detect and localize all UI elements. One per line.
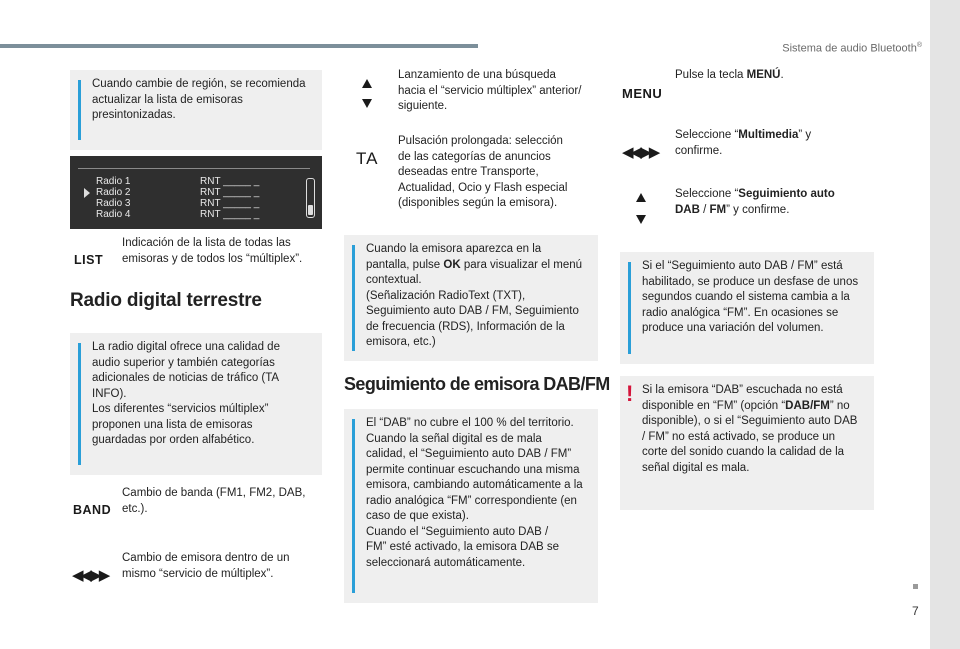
list-item-info: RNT _____ _ xyxy=(200,198,260,209)
note-follow: El “DAB” no cubre el 100 % del territorio. Cuando la señal digital es de mala calidad, el “Seguimiento auto DAB / FM” permite continuar escuchando una misma emisora, cambiando automáticamente a la radio analógica “FM” correspondiente (en caso de que exista). Cuando el “Seguimiento auto DAB / FM” esté activado, la emisora DAB se seleccionará automáticamente. xyxy=(344,409,598,603)
note-warning: ! Si la emisora “DAB” escuchada no está disponible en “FM” (opción “DAB/FM” no disponible), o si el “Seguimiento auto DAB / FM” no está activado, se produce un corte del sonido cuando la calidad de la señal digital es mala. xyxy=(620,376,874,510)
multimedia-description: Seleccione “Multimedia” y confirme. xyxy=(675,129,812,157)
warning-icon: ! xyxy=(626,381,634,406)
info-bar-icon xyxy=(78,80,81,140)
seek-description: Cambio de emisora dentro de un mismo “servicio de múltiplex”. xyxy=(122,552,290,580)
list-item: Radio 2 xyxy=(96,187,131,198)
menu-key-icon: MENU xyxy=(622,86,663,101)
header-rule xyxy=(0,44,478,48)
updown-description: Lanzamiento de una búsqueda hacia el “servicio múltiplex” anterior/ siguiente. xyxy=(398,69,582,112)
side-strip xyxy=(930,0,960,649)
arrow-down-icon xyxy=(362,99,372,108)
info-bar-icon xyxy=(352,419,355,593)
section-heading-dab: Radio digital terrestre xyxy=(70,290,262,311)
ta-key-icon: TA xyxy=(356,149,379,168)
page-marker xyxy=(913,584,918,589)
section-heading-follow: Seguimiento de emisora DAB/FM xyxy=(344,374,610,394)
info-bar-icon xyxy=(628,262,631,354)
seek-arrows-icon: ◀◀ ▶▶ xyxy=(622,144,658,161)
scrollbar-icon xyxy=(306,178,315,218)
list-key-icon: LIST xyxy=(74,253,104,267)
cursor-arrow-icon xyxy=(84,188,90,198)
ta-description: Pulsación prolongada: selección de las categorías de anuncios deseadas entre Transporte, Actualidad, Ocio y Flash especial (disponibles según la emisora). xyxy=(398,135,568,209)
page-title: Sistema de audio Bluetooth® xyxy=(782,42,922,55)
note-region: Cuando cambie de región, se recomienda actualizar la lista de emisoras presintonizadas. xyxy=(70,70,322,150)
list-item-info: RNT _____ _ xyxy=(200,187,260,198)
band-key-icon: BAND xyxy=(73,503,112,517)
list-description: Indicación de la lista de todas las emisoras y de todos los “múltiplex”. xyxy=(122,237,303,265)
list-item: Radio 3 xyxy=(96,198,131,209)
info-bar-icon xyxy=(352,245,355,351)
menu-description: Pulse la tecla MENÚ. xyxy=(675,69,784,81)
arrow-up-icon xyxy=(362,79,372,88)
note-dab: La radio digital ofrece una calidad de audio superior y también categorías adicionales de noticias de tráfico (TA INFO). Los diferentes “servicios múltiplex” proponen una lista de emisoras guardadas por orden alfabético. xyxy=(70,333,322,475)
arrow-up-icon xyxy=(636,193,646,202)
page-number: 7 xyxy=(912,604,919,618)
note-ok: Cuando la emisora aparezca en la pantalla, pulse OK para visualizar el menú contextual. (Señalización RadioText (TXT), Seguimiento auto DAB / FM, Seguimiento de frecuencia (RDS), Información de la emisora, etc.) xyxy=(344,235,598,361)
list-item-info: RNT _____ _ xyxy=(200,209,260,220)
band-description: Cambio de banda (FM1, FM2, DAB, etc.). xyxy=(122,487,306,515)
arrow-down-icon xyxy=(636,215,646,224)
note-info: Si el “Seguimiento auto DAB / FM” está habilitado, se produce un desfase de unos segundos cuando el sistema cambia a la radio analógica “FM”. En ocasiones se produce una variación del volumen. xyxy=(620,252,874,364)
list-item-info: RNT _____ _ xyxy=(200,176,260,187)
radio-list-screen xyxy=(70,156,322,229)
list-item: Radio 1 xyxy=(96,176,131,187)
follow-description: Seleccione “Seguimiento auto DAB / FM” y confirme. xyxy=(675,188,835,216)
info-bar-icon xyxy=(78,343,81,465)
list-item: Radio 4 xyxy=(96,209,131,220)
seek-arrows-icon: ◀◀ ▶▶ xyxy=(72,567,108,584)
